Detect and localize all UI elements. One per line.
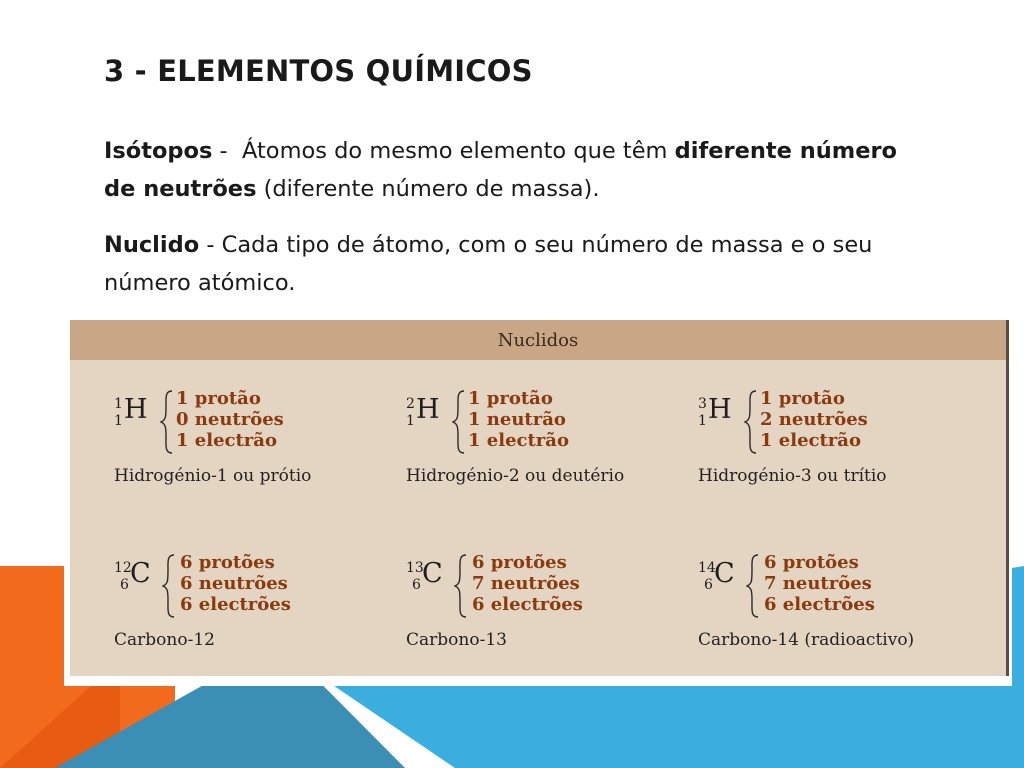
- proton-count: 6 protões: [472, 552, 567, 573]
- nuclide-caption: Hidrogénio-1 ou prótio: [114, 466, 312, 486]
- nuclidos-table-header: Nuclidos: [70, 320, 1006, 360]
- mass-number: 13: [406, 560, 424, 576]
- nuclide-caption: Hidrogénio-2 ou deutério: [406, 466, 625, 486]
- atomic-number: 1: [114, 413, 123, 429]
- electron-count: 6 electrões: [764, 594, 875, 615]
- element-symbol: C: [714, 558, 735, 589]
- slide-title: 3 - ELEMENTOS QUÍMICOS: [104, 54, 533, 88]
- mass-number: 12: [114, 560, 132, 576]
- isotopos-separator: -: [212, 138, 242, 164]
- brace-icon: [454, 554, 468, 618]
- mass-number: 14: [698, 560, 716, 576]
- neutron-count: 7 neutrões: [472, 573, 580, 594]
- proton-count: 1 protão: [176, 388, 261, 409]
- particle-counts: [180, 552, 291, 615]
- neutron-count: 2 neutrões: [760, 409, 868, 430]
- atomic-number: 6: [704, 577, 713, 593]
- brace-icon: [452, 390, 466, 454]
- nuclide-caption: Carbono-13: [406, 630, 507, 650]
- isotopos-text-2: (diferente número de massa).: [256, 176, 600, 202]
- neutron-count: 7 neutrões: [764, 573, 872, 594]
- neutron-count: 0 neutrões: [176, 409, 284, 430]
- nuclido-separator: -: [199, 232, 222, 258]
- brace-icon: [162, 554, 176, 618]
- electron-count: 1 electrão: [176, 430, 277, 451]
- electron-count: 1 electrão: [468, 430, 569, 451]
- proton-count: 6 protões: [180, 552, 275, 573]
- atomic-number: 6: [120, 577, 129, 593]
- atomic-number: 1: [406, 413, 415, 429]
- isotopos-bold-text: diferente número de neutrões: [104, 138, 898, 202]
- nuclide-cell: [406, 388, 686, 498]
- nuclide-cell: [698, 388, 978, 498]
- nuclide-cell: [114, 552, 394, 662]
- atomic-number: 6: [412, 577, 421, 593]
- element-symbol: C: [130, 558, 151, 589]
- mass-number: 2: [406, 396, 415, 412]
- neutron-count: 1 neutrão: [468, 409, 566, 430]
- element-symbol: H: [124, 394, 148, 425]
- particle-counts: [760, 388, 868, 451]
- isotopos-text-1: Átomos do mesmo elemento que têm: [241, 138, 675, 164]
- mass-number: 3: [698, 396, 707, 412]
- isotopos-term: Isótopos: [104, 138, 213, 164]
- electron-count: 6 electrões: [472, 594, 583, 615]
- proton-count: 6 protões: [764, 552, 859, 573]
- particle-counts: [472, 552, 583, 615]
- nuclido-term: Nuclido: [104, 232, 200, 258]
- brace-icon: [746, 554, 760, 618]
- nuclide-caption: Carbono-14 (radioactivo): [698, 630, 915, 650]
- element-symbol: C: [422, 558, 443, 589]
- nuclide-caption: Hidrogénio-3 ou trítio: [698, 466, 887, 486]
- brace-icon: [160, 390, 174, 454]
- element-symbol: H: [416, 394, 440, 425]
- nuclide-cell: [698, 552, 978, 662]
- particle-counts: [764, 552, 875, 615]
- electron-count: 1 electrão: [760, 430, 861, 451]
- brace-icon: [744, 390, 758, 454]
- proton-count: 1 protão: [760, 388, 845, 409]
- particle-counts: [176, 388, 284, 451]
- element-symbol: H: [708, 394, 732, 425]
- proton-count: 1 protão: [468, 388, 553, 409]
- mass-number: 1: [114, 396, 123, 412]
- neutron-count: 6 neutrões: [180, 573, 288, 594]
- nuclide-cell: [406, 552, 686, 662]
- isotopos-paragraph: [104, 132, 934, 208]
- nuclidos-table: [70, 320, 1009, 676]
- electron-count: 6 electrões: [180, 594, 291, 615]
- particle-counts: [468, 388, 569, 451]
- nuclido-text: Cada tipo de átomo, com o seu número de massa e o seu número atómico.: [104, 232, 873, 296]
- atomic-number: 1: [698, 413, 707, 429]
- nuclidos-table-image: [64, 318, 1012, 686]
- nuclido-paragraph: [104, 226, 934, 302]
- nuclide-caption: Carbono-12: [114, 630, 215, 650]
- nuclide-cell: [114, 388, 394, 498]
